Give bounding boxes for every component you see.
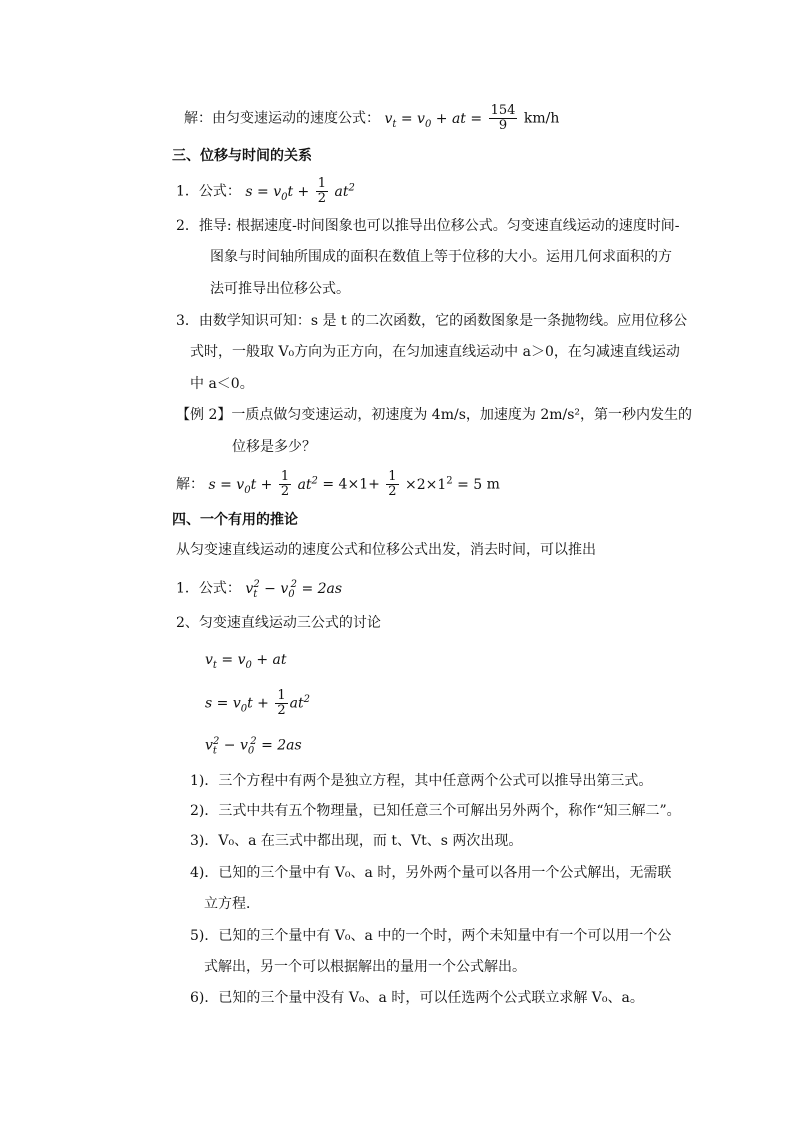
item-3-1: 1．公式： $s = v_0t$ + $\frac{1}{2}$ $at^2$	[176, 176, 355, 207]
item-3-3-line-1: 3．由数学知识可知：s 是 t 的二次函数，它的函数图象是一条抛物线。应用位移公	[176, 313, 688, 329]
section-4-intro: 从匀变速直线运动的速度公式和位移公式出发，消去时间，可以推出	[176, 542, 596, 558]
item-3-2-line-3: 法可推导出位移公式。	[210, 281, 350, 297]
unit-kmh: km/h	[523, 110, 560, 127]
displacement-formula: $s = v_0t$ +	[245, 183, 310, 203]
point-5-line-2: 式解出，另一个可以根据解出的量用一个公式解出。	[204, 959, 526, 975]
point-2: 2)．三式中共有五个物理量，已知任意三个可解出另外两个，称作“知三解二”。	[190, 803, 681, 819]
equation-displacement: $s = v_0t$ + $\frac{1}{2}$ $at^2$	[205, 688, 311, 719]
section-3-title: 三、位移与时间的关系	[172, 148, 312, 164]
point-3: 3)．V₀、a 在三式中都出现，而 t、Vt、s 两次出现。	[190, 833, 523, 849]
item-label: 1．公式：	[176, 183, 241, 200]
item-4-2: 2、匀变速直线运动三公式的讨论	[176, 615, 381, 631]
item-3-2-line-1: 2．推导: 根据速度-时间图象也可以推导出位移公式。匀变速直线运动的速度时间-	[176, 218, 680, 234]
solution-prefix: 解：	[176, 476, 204, 493]
point-5-line-1: 5)．已知的三个量中有 V₀、a 中的一个时，两个未知量中有一个可以用一个公	[190, 928, 672, 944]
item-3-2-line-2: 图象与时间轴所围成的面积在数值上等于位移的大小。运用几何求面积的方	[210, 249, 672, 265]
equation-velocity: $v_t = v_0$ + at	[205, 652, 287, 671]
point-4-line-2: 立方程．	[204, 896, 260, 912]
equation-velocity-squared: $v_t^2 - v_0^2 = 2as$	[205, 736, 302, 757]
point-1: 1)．三个方程中有两个是独立方程，其中任意两个公式可以推导出第三式。	[190, 773, 653, 789]
fraction-154-9: $\frac{154}{9}$	[490, 103, 516, 133]
velocity-formula: $v_t = v_0$ + at =	[384, 110, 483, 130]
fraction-half: $\frac{1}{2}$	[280, 469, 290, 500]
fraction-half: $\frac{1}{2}$	[277, 688, 286, 719]
solution-velocity	[184, 104, 559, 138]
item-4-1	[176, 572, 342, 607]
point-4-line-1: 4)．已知的三个量中有 V₀、a 时，另外两个量可以各用一个公式解出，无需联	[190, 865, 672, 881]
velocity-squared-formula: $v_t^2 - v_0^2 = 2as$	[245, 579, 343, 600]
item-label: 1．公式：	[176, 580, 241, 597]
fraction-half: $\frac{1}{2}$	[317, 176, 327, 207]
section-4-title: 四、一个有用的推论	[172, 512, 298, 528]
point-6: 6)．已知的三个量中没有 V₀、a 时，可以任选两个公式联立求解 V₀、a。	[190, 990, 644, 1006]
solution-prefix: 解：由匀变速运动的速度公式：	[184, 110, 380, 127]
item-3-3-line-2: 式时，一般取 V₀方向为正方向，在匀加速直线运动中 a＞0，在匀减速直线运动	[190, 344, 680, 360]
example-2-line-1: 【例 2】一质点做匀变速运动，初速度为 4m/s，加速度为 2m/s²，第一秒内发生的	[176, 407, 693, 423]
example-2-line-2: 位移是多少？	[232, 439, 316, 455]
item-3-3-line-3: 中 a＜0。	[190, 376, 254, 392]
unit-m: m	[486, 476, 500, 493]
solution-displacement: 解： $s = v_0t$ + $\frac{1}{2}$ $at^2 = 4\times 1+$ $\frac{1}{2}$ $\times 2\times 1^2 = 5$ m	[176, 469, 500, 500]
fraction-half: $\frac{1}{2}$	[388, 469, 397, 500]
